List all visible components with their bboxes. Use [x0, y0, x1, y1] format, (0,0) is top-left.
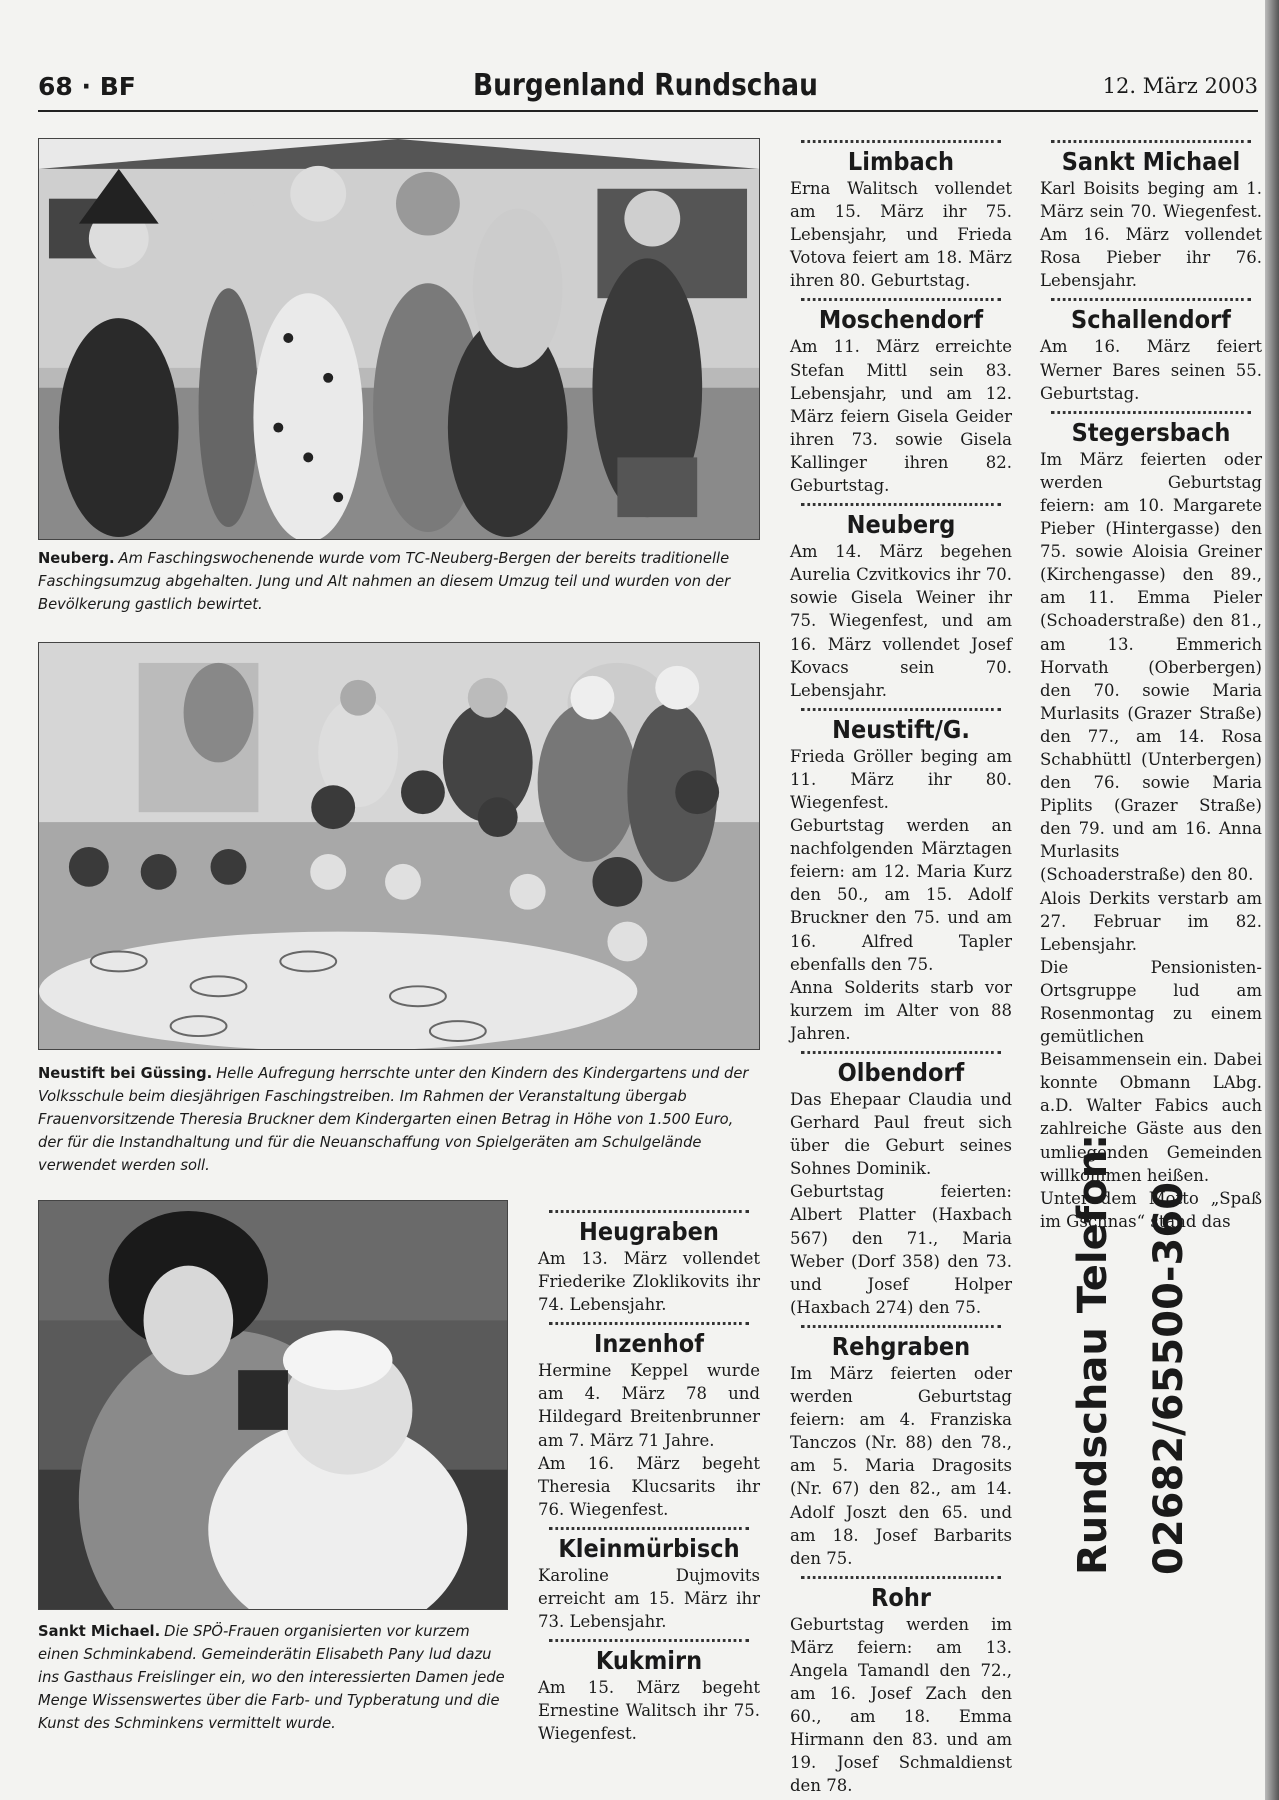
phone-label: Rundschau Telefon: — [1070, 1133, 1116, 1575]
issue-date: 12. März 2003 — [1102, 74, 1258, 98]
section-text: Geburtstag werden an nachfolgenden Märztagen feiern: am 12. Maria Kurz den 50., am 15. Adolf Bruckner den 75. und am 16. Alfred Tapler ebenfalls den 75. — [790, 816, 1012, 974]
phone-banner — [1070, 1115, 1210, 1575]
section-text: Unter dem Motto „Spaß im Gschnas“ stand das — [1040, 1188, 1262, 1231]
section-title: Heugraben — [549, 1210, 749, 1247]
section-text: Am 15. März begeht Ernestine Walitsch ihr 75. Wiegenfest. — [538, 1678, 760, 1744]
caption-place: Sankt Michael. — [38, 1623, 161, 1640]
section-sankt-michael — [1040, 140, 1262, 292]
column-middle — [790, 140, 1012, 1800]
section-olbendorf — [790, 1051, 1012, 1319]
section-schallendorf — [1040, 298, 1262, 404]
section-text: Geburtstag feierten: Albert Platter (Haxbach 567) den 71., Maria Weber (Dorf 358) den 73. und Josef Holper (Haxbach 274) den 75. — [790, 1182, 1012, 1317]
caption-text: Am Faschingswochenende wurde vom TC-Neuberg-Bergen der bereits traditionelle Faschingsumzug abgehalten. Jung und Alt nahmen an diesem Umzug teil und wurden von der Bevölkerung gastlich bewirtet. — [38, 550, 731, 613]
photo-neustift-kindergarten — [38, 642, 760, 1050]
photo-neuberg-image — [39, 139, 759, 539]
section-title: Kleinmürbisch — [549, 1527, 749, 1564]
section-text: Am 11. März erreichte Stefan Mittl sein 83. Lebensjahr, und am 12. März feiern Gisela Geider ihren 73. sowie Gisela Kallinger ihren 82. Geburtstag. — [790, 337, 1012, 496]
section-title: Stegersbach — [1051, 411, 1251, 448]
caption-neuberg — [38, 547, 760, 616]
section-text: Am 14. März begehen Aurelia Czvitkovics ihr 70. sowie Gisela Weiner ihr 75. Wiegenfest, und am 16. März vollendet Josef Kovacs sein 70. Lebensjahr. — [790, 542, 1012, 700]
page-header — [38, 66, 1258, 112]
section-title: Limbach — [801, 140, 1001, 177]
newspaper-title: Burgenland Rundschau — [473, 68, 818, 103]
section-text: Am 16. März feiert Werner Bares seinen 55. Geburtstag. — [1040, 337, 1262, 403]
section-title: Neustift/G. — [801, 708, 1001, 745]
page-number: 68 · BF — [38, 72, 136, 101]
section-limbach — [790, 140, 1012, 292]
caption-text: Die SPÖ-Frauen organisierten vor kurzem einen Schminkabend. Gemeinderätin Elisabeth Pany lud dazu ins Gasthaus Freislinger ein, wo den interessierten Damen jede Menge Wissenswertes über die Farb- und Typberatung und die Kunst des Schminkens vermittelt wurde. — [38, 1623, 505, 1732]
section-text: Karoline Dujmovits erreicht am 15. März ihr 73. Lebensjahr. — [538, 1565, 760, 1632]
section-text: Im März feierten oder werden Geburtstag feiern: am 10. Margarete Pieber (Hintergasse) den 75. sowie Aloisia Greiner (Kirchengasse) den 89., am 11. Emma Pieler (Schoaderstraße) den 81., am 13. Emmerich Horvath (Oberbergen) den 70. sowie Maria Murlasits (Grazer Straße) den 77., am 14. Rosa Schabhüttl (Unterbergen) den 76. sowie Maria Piplits (Grazer Straße) den 79. und am 16. Anna Murlasits (Schoaderstraße) den 80. — [1040, 449, 1262, 885]
page-edge-shadow — [1265, 0, 1279, 1800]
section-title: Kukmirn — [549, 1639, 749, 1676]
section-title: Neuberg — [801, 503, 1001, 540]
section-rohr — [790, 1576, 1012, 1798]
section-neuberg — [790, 503, 1012, 702]
section-title: Rohr — [801, 1576, 1001, 1613]
section-text: Frieda Gröller beging am 11. März ihr 80. Wiegenfest. — [790, 746, 1012, 812]
section-text: Am 13. März vollendet Friederike Zloklikovits ihr 74. Lebensjahr. — [538, 1249, 760, 1315]
column-small — [538, 1210, 760, 1752]
photo-neustift-image — [39, 643, 759, 1049]
section-text: Geburtstag werden im März feiern: am 13. Angela Tamandl den 72., am 16. Josef Zach den 60., am 18. Emma Hirmann den 83. und am 19. Josef Schmaldienst den 78. — [790, 1614, 1012, 1796]
section-moschendorf — [790, 298, 1012, 497]
caption-sankt-michael — [38, 1620, 508, 1735]
section-neustift — [790, 708, 1012, 1045]
caption-place: Neustift bei Güssing. — [38, 1065, 213, 1082]
section-kukmirn — [538, 1639, 760, 1745]
column-right — [1040, 140, 1262, 1239]
section-rehgraben — [790, 1325, 1012, 1570]
section-inzenhof — [538, 1322, 760, 1521]
section-text: Die Pensionisten-Ortsgruppe lud am Rosenmontag zu einem gemütlichen Beisammensein ein. Dabei konnte Obmann LAbg. a.D. Walter Fabics auch zahlreiche Gäste aus den umliegenden Gemeinden willkommen heißen. — [1040, 957, 1262, 1185]
section-title: Inzenhof — [549, 1322, 749, 1359]
section-text: Im März feierten oder werden Geburtstag feiern: am 4. Franziska Tanczos (Nr. 88) den 78., am 5. Maria Dragosits (Nr. 67) den 82., am 14. Adolf Joszt den 65. und am 18. Josef Barbarits den 75. — [790, 1363, 1012, 1568]
section-text: Das Ehepaar Claudia und Gerhard Paul freut sich über die Geburt seines Sohnes Dominik. — [790, 1090, 1012, 1179]
phone-number: 02682/65500-360 — [1146, 1181, 1192, 1575]
section-title: Schallendorf — [1051, 298, 1251, 335]
caption-place: Neuberg. — [38, 550, 115, 567]
section-title: Rehgraben — [801, 1325, 1001, 1362]
section-title: Moschendorf — [801, 298, 1001, 335]
section-text: Anna Solderits starb vor kurzem im Alter von 88 Jahren. — [790, 977, 1012, 1043]
photo-sankt-michael-image — [39, 1201, 507, 1609]
section-text: Karl Boisits beging am 1. März sein 70. Wiegenfest. Am 16. März vollendet Rosa Pieber ihr 76. Lebensjahr. — [1040, 179, 1262, 291]
section-text: Erna Walitsch vollendet am 15. März ihr 75. Lebensjahr, und Frieda Votova feiert am 18. März ihren 80. Geburtstag. — [790, 179, 1012, 291]
caption-neustift — [38, 1062, 760, 1177]
section-text: Hermine Keppel wurde am 4. März 78 und Hildegard Breitenbrunner am 7. März 71 Jahre. — [538, 1361, 760, 1450]
section-kleinmuerbisch — [538, 1527, 760, 1633]
photo-neuberg-carnival — [38, 138, 760, 540]
section-text: Am 16. März begeht Theresia Klucsarits ihr 76. Wiegenfest. — [538, 1453, 760, 1519]
section-stegersbach — [1040, 411, 1262, 1233]
section-title: Olbendorf — [801, 1051, 1001, 1088]
section-title: Sankt Michael — [1051, 140, 1251, 177]
photo-sankt-michael-makeup — [38, 1200, 508, 1610]
section-text: Alois Derkits verstarb am 27. Februar im 82. Lebensjahr. — [1040, 888, 1262, 954]
caption-text: Helle Aufregung herrschte unter den Kindern des Kindergartens und der Volksschule beim diesjährigen Faschingstreiben. Im Rahmen der Veranstaltung übergab Frauenvorsitzende Theresia Bruckner dem Kindergarten einen Betrag in Höhe von 1.500 Euro, der für die Instandhaltung und für die Neuanschaffung von Spielgeräten am Schulgelände verwendet werden soll. — [38, 1065, 749, 1174]
section-heugraben — [538, 1210, 760, 1316]
